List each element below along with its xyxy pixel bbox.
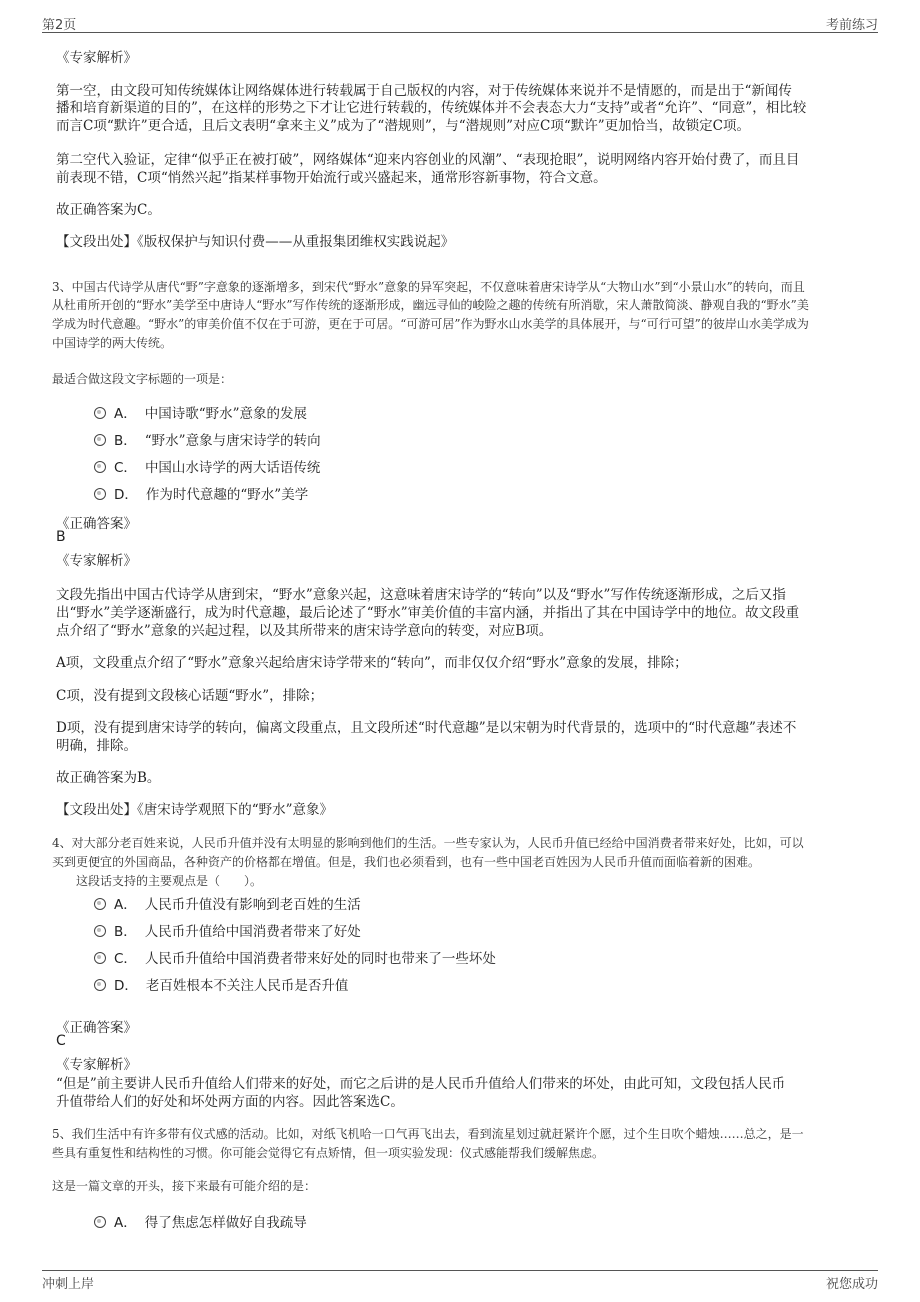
radio-icon[interactable] [94,898,106,910]
expert-analysis-label: 《专家解析》 [56,1057,137,1073]
correct-answer: B [56,529,66,545]
analysis-line: 升值带给人们的好处和坏处两方面的内容。因此答案选C。 [56,1094,404,1110]
question-stem-line: 些具有重复性和结构性的习惯。你可能会觉得它有点矫情，但一项实验发现：仪式感能帮我们缓解焦虑。 [52,1146,605,1160]
header-title: 考前练习 [825,18,878,33]
question-prompt: 最适合做这段文字标题的一项是： [52,372,233,386]
correct-answer: C [56,1033,66,1049]
page-header [42,12,878,33]
expert-analysis-label: 《专家解析》 [56,50,137,66]
source-text: 【文段出处】《唐宋诗学观照下的“野水”意象》 [56,802,334,818]
exclude-c: C项，没有提到文段核心话题“野水”，排除； [56,688,324,704]
analysis-line: 而言C项“默许”更合适，且后文表明“拿来主义”成为了“潜规则”，与“潜规则”对应C项“默许”更加恰当，故锁定C项。 [56,118,751,134]
option-b[interactable]: B． “野水”意象与唐宋诗学的转向 [94,429,321,449]
radio-icon[interactable] [94,488,106,500]
radio-icon[interactable] [94,434,106,446]
question-stem-line: 3、中国古代诗学从唐代“野”字意象的逐渐增多，到宋代“野水”意象的异军突起，不仅意味着唐宋诗学从“大物山水”到“小景山水”的转向，而且 [52,280,805,294]
question-stem-line: 学成为时代意趣。“野水”的审美价值不仅在于可游，更在于可居。“可游可居”作为野水山水美学的具体展开，与“可行可望”的彼岸山水美学成为 [52,317,809,331]
analysis-line: 出“野水”美学逐渐盛行，成为时代意趣，最后论述了“野水”审美价值的丰富内涵，并指出了其在中国诗学中的地位。故文段重 [56,605,800,621]
option-a[interactable]: A． 人民币升值没有影响到老百姓的生活 [94,893,361,913]
analysis-line: 播和培育新渠道的目的”，在这样的形势之下才让它进行转载的，传统媒体并不会表态大力“支持”或者“允许”、“同意”，相比较 [56,100,807,116]
exclude-d: 明确，排除。 [56,738,137,754]
question-stem-line: 从杜甫所开创的“野水”美学至中唐诗人“野水”写作传统的逐渐形成，幽远寻仙的峻险之趣的传统有所消歇，宋人萧散简淡、静观自我的“野水”美 [52,298,809,312]
question-stem-line: 4、对大部分老百姓来说，人民币升值并没有太明显的影响到他们的生活。一些专家认为，人民币升值已经给中国消费者带来好处，比如，可以 [52,836,804,850]
conclusion-text: 故正确答案为C。 [56,202,161,218]
option-a[interactable]: A． 得了焦虑怎样做好自我疏导 [94,1211,307,1231]
analysis-line: 点介绍了“野水”意象的兴起过程，以及其所带来的唐宋诗学意向的转变，对应B项。 [56,623,553,639]
option-d[interactable]: D． 老百姓根本不关注人民币是否升值 [94,974,348,994]
question-prompt: 这是一篇文章的开头，接下来最有可能介绍的是： [52,1179,317,1193]
question-stem-line: 5、我们生活中有许多带有仪式感的活动。比如，对纸飞机哈一口气再飞出去，看到流星划过就赶紧许个愿，过个生日吹个蜡烛……总之，是一 [52,1127,804,1141]
analysis-line: “但是”前主要讲人民币升值给人们带来的好处，而它之后讲的是人民币升值给人们带来的坏处，由此可知，文段包括人民币 [56,1076,786,1092]
footer-right: 祝您成功 [825,1277,878,1292]
page-number: 第2页 [42,18,77,33]
analysis-line: 前表现不错，C项“悄然兴起”指某样事物开始流行或兴盛起来，通常形容新事物，符合文意。 [56,170,607,186]
exclude-a: A项，文段重点介绍了“野水”意象兴起给唐宋诗学带来的“转向”，而非仅仅介绍“野水”意象的发展，排除； [56,655,688,671]
option-d[interactable]: D． 作为时代意趣的“野水”美学 [94,483,308,503]
option-c[interactable]: C． 中国山水诗学的两大话语传统 [94,456,320,476]
page-footer [42,1270,878,1295]
conclusion-text: 故正确答案为B。 [56,770,161,786]
radio-icon[interactable] [94,461,106,473]
radio-icon[interactable] [94,979,106,991]
footer-left: 冲刺上岸 [42,1277,95,1292]
question-stem-line: 中国诗学的两大传统。 [52,336,173,350]
question-prompt: 这段话支持的主要观点是（ ）。 [76,874,263,888]
analysis-line: 文段先指出中国古代诗学从唐到宋，“野水”意象兴起，这意味着唐宋诗学的“转向”以及“野水”写作传统逐渐形成，之后又指 [56,587,786,603]
correct-answer-label: 《正确答案》 [56,516,137,532]
exclude-d: D项，没有提到唐宋诗学的转向，偏离文段重点，且文段所述“时代意趣”是以宋朝为时代背景的，选项中的“时代意趣”表述不 [56,720,797,736]
correct-answer-label: 《正确答案》 [56,1020,137,1036]
option-a[interactable]: A． 中国诗歌“野水”意象的发展 [94,402,307,422]
question-stem-line: 买到更便宜的外国商品，各种资产的价格都在增值。但是，我们也必须看到，也有一些中国老百姓因为人民币升值而面临着新的困难。 [52,855,761,869]
option-b[interactable]: B． 人民币升值给中国消费者带来了好处 [94,920,361,940]
radio-icon[interactable] [94,407,106,419]
analysis-line: 第二空代入验证，定律“似乎正在被打破”，网络媒体“迎来内容创业的风潮”、“表现抢眼”，说明网络内容开始付费了，而且目 [56,152,800,168]
radio-icon[interactable] [94,952,106,964]
radio-icon[interactable] [94,1216,106,1228]
expert-analysis-label: 《专家解析》 [56,553,137,569]
source-text: 【文段出处】《版权保护与知识付费——从重报集团维权实践说起》 [56,234,455,250]
analysis-line: 第一空，由文段可知传统媒体让网络媒体进行转载属于自己版权的内容，对于传统媒体来说并不是情愿的，而是出于“新闻传 [56,83,792,99]
radio-icon[interactable] [94,925,106,937]
option-c[interactable]: C． 人民币升值给中国消费者带来好处的同时也带来了一些坏处 [94,947,496,967]
